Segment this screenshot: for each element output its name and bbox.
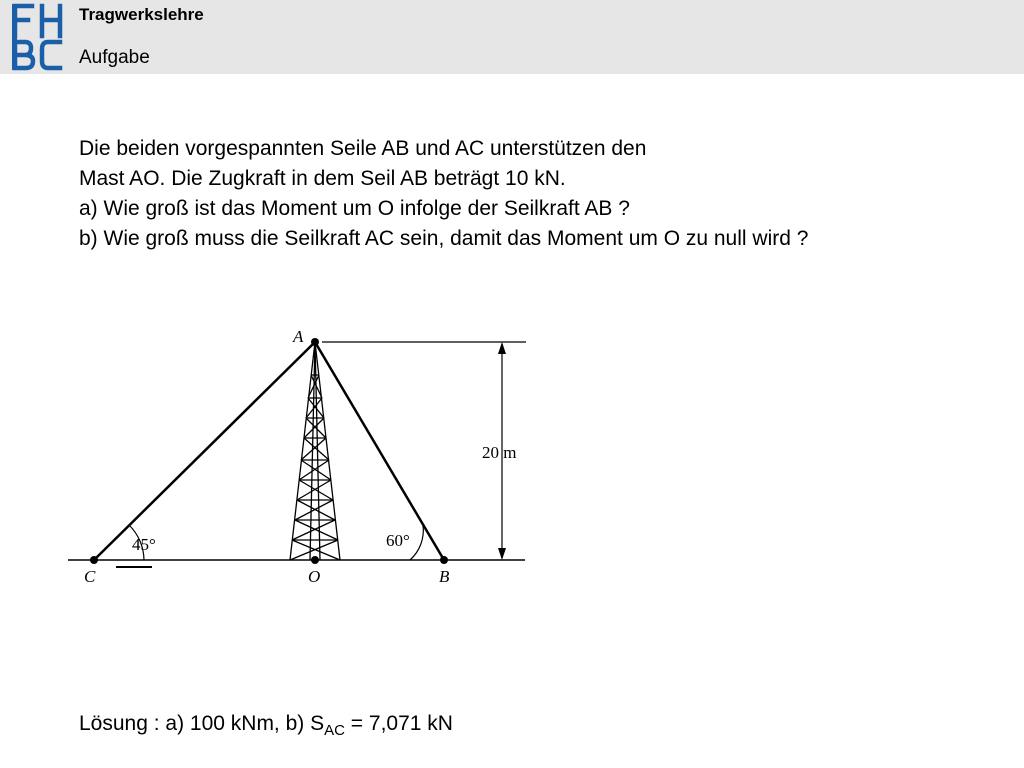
solution-suffix: = 7,071 kN	[344, 712, 453, 735]
cable-ab	[315, 342, 444, 560]
course-title: Tragwerkslehre	[79, 5, 204, 24]
cable-ac	[94, 342, 315, 560]
point-o-dot	[311, 556, 319, 564]
section-subtitle: Aufgabe	[79, 47, 150, 68]
solution-text	[79, 712, 453, 739]
angle-label-b: 60°	[386, 531, 410, 550]
angle-label-c: 45°	[132, 535, 156, 554]
mast-ao	[290, 342, 340, 560]
header-bar	[0, 0, 1024, 74]
mast-diagram	[60, 320, 540, 590]
label-o: O	[308, 567, 321, 586]
label-b: B	[439, 567, 450, 586]
fhbc-logo	[10, 2, 66, 72]
task-line-3: a) Wie groß ist das Moment um O infolge der Seilkraft AB ?	[79, 197, 630, 220]
solution-prefix: Lösung : a) 100 kNm, b) S	[79, 712, 325, 735]
task-line-1: Die beiden vorgespannten Seile AB und AC unterstützen den	[79, 137, 647, 160]
task-text	[79, 134, 808, 254]
point-b-dot	[440, 556, 448, 564]
point-a-dot	[311, 338, 319, 346]
task-line-4: b) Wie groß muss die Seilkraft AC sein, damit das Moment um O zu null wird ?	[79, 227, 809, 250]
dim-arrow-down	[498, 548, 506, 560]
height-label: 20 m	[482, 443, 517, 462]
label-c: C	[84, 567, 96, 586]
angle-arc-b	[410, 525, 423, 560]
label-a: A	[293, 327, 304, 346]
solution-subscript: AC	[324, 722, 345, 739]
point-c-dot	[90, 556, 98, 564]
task-line-2: Mast AO. Die Zugkraft in dem Seil AB beträgt 10 kN.	[79, 167, 566, 190]
dim-arrow-up	[498, 342, 506, 354]
